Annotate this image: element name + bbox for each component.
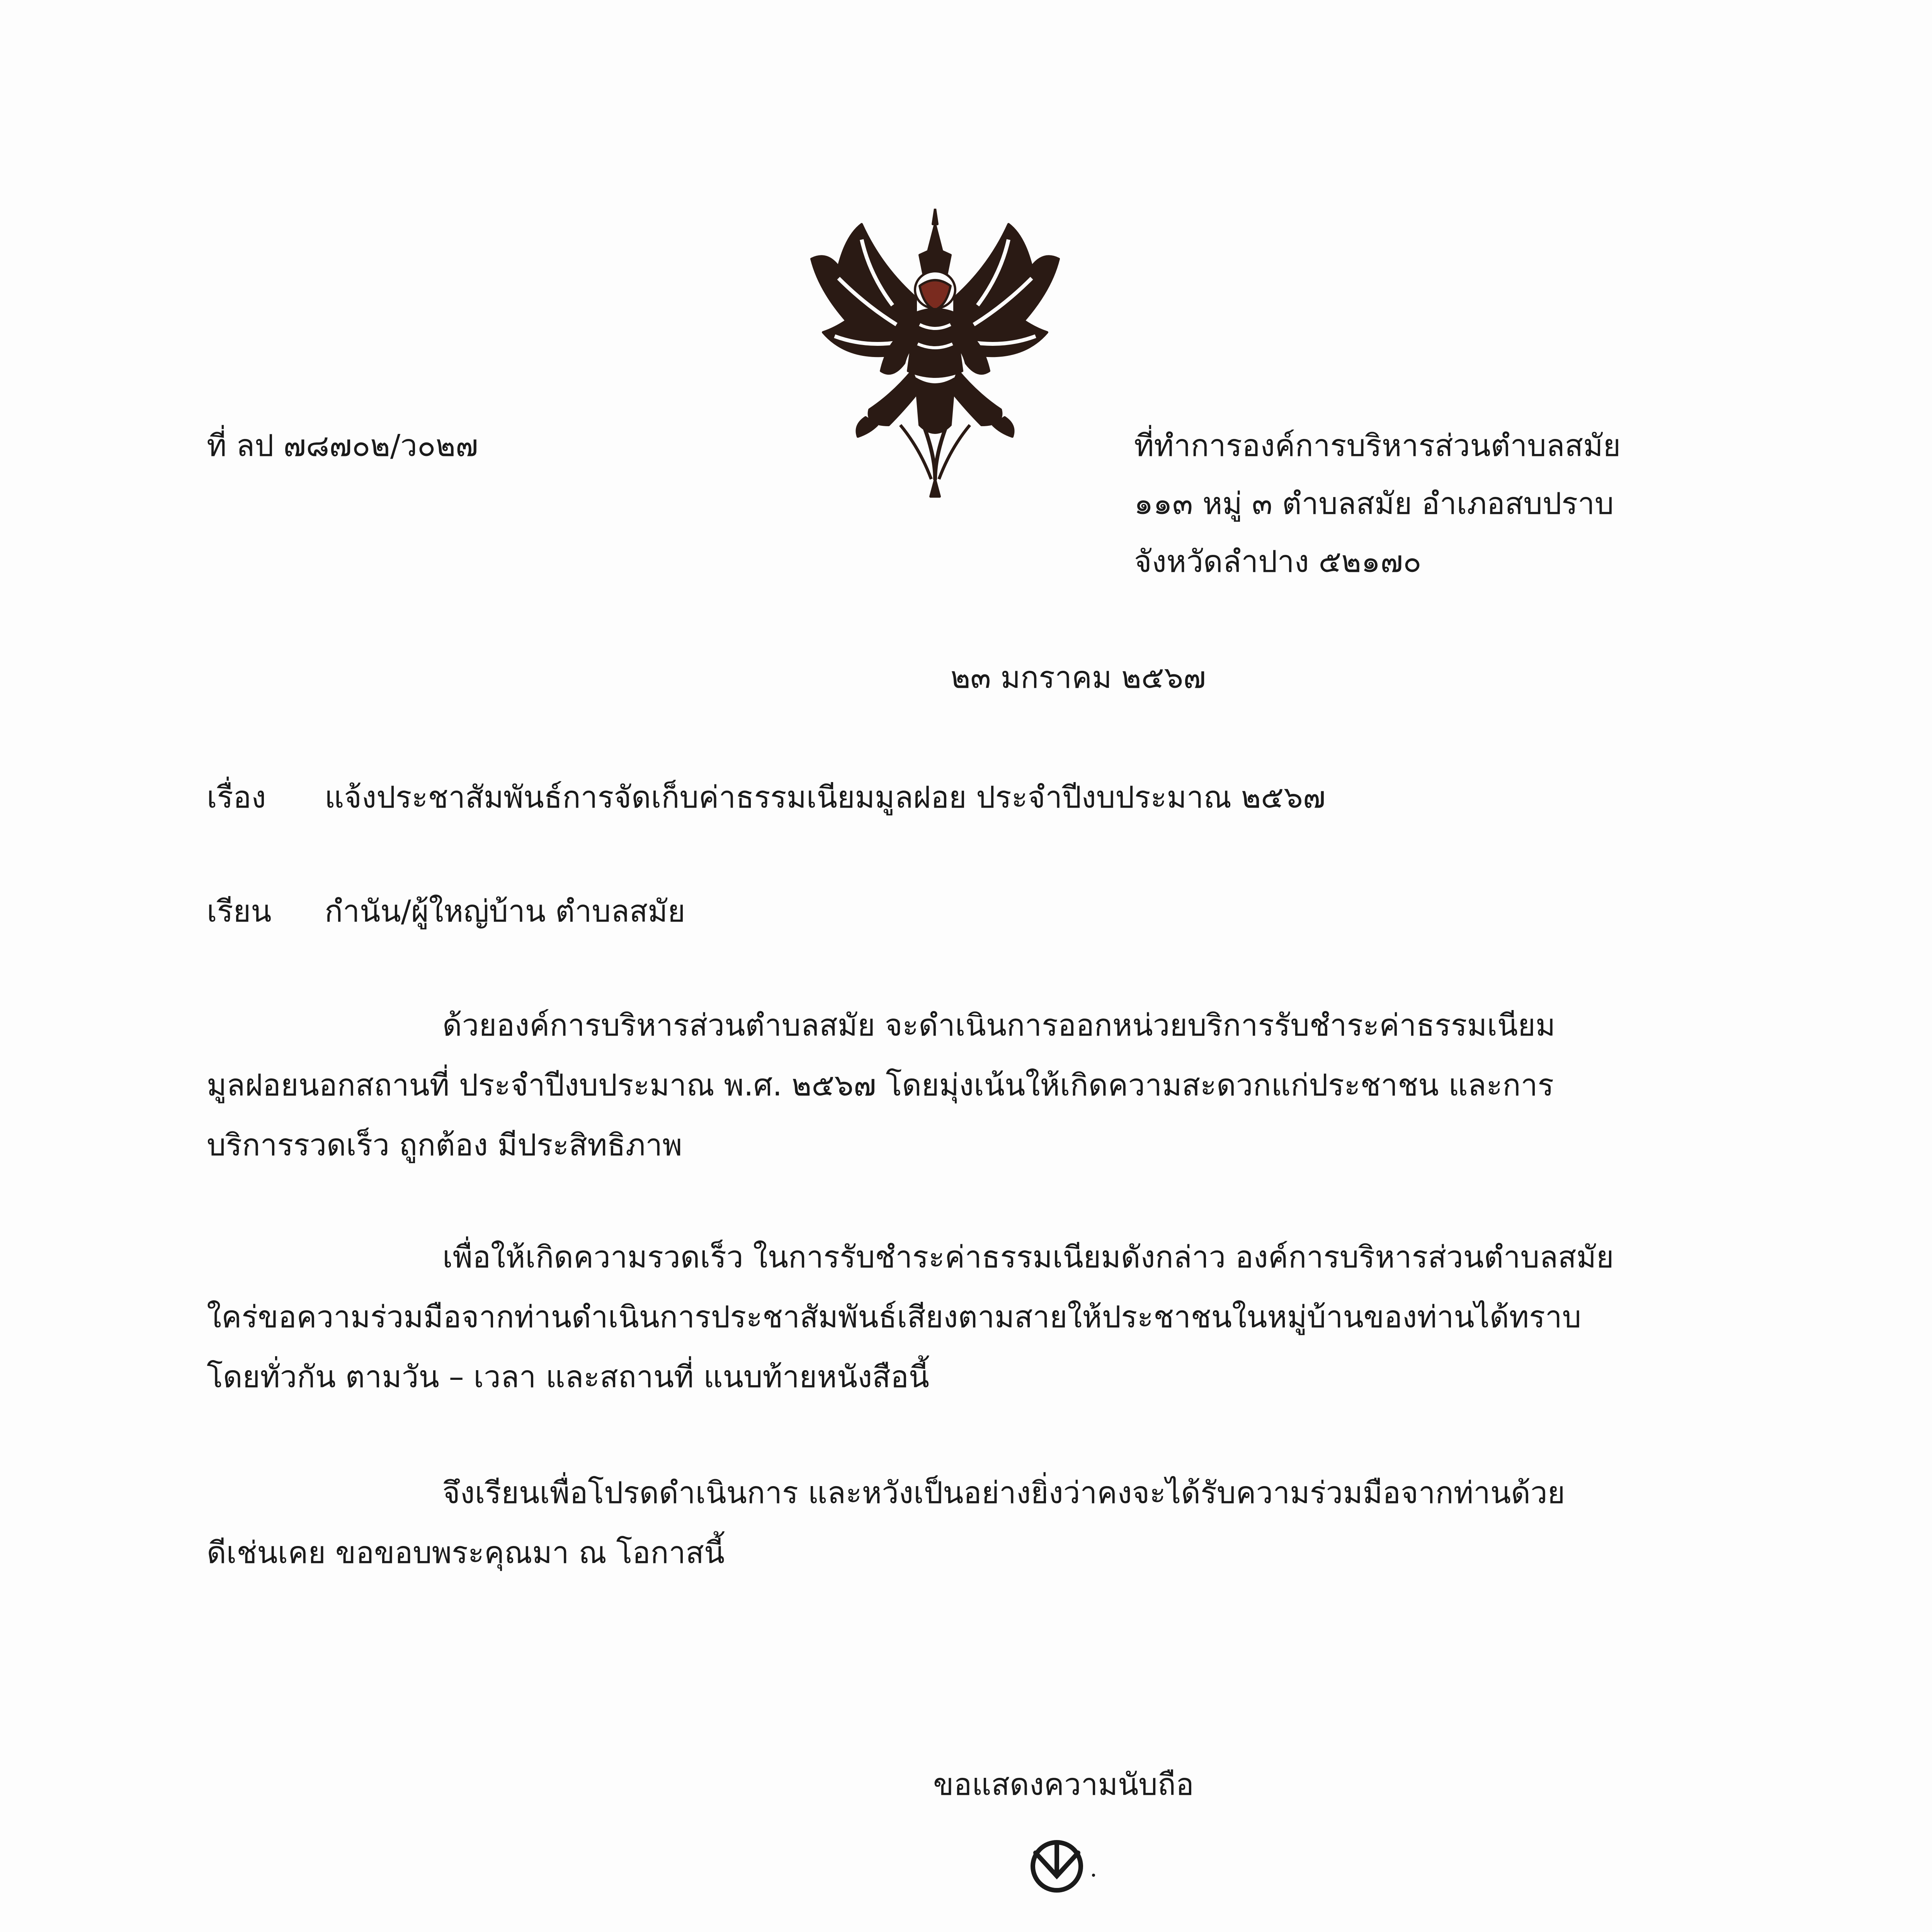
paragraph-1-line-1: ด้วยองค์การบริหารส่วนตำบลสมัย จะดำเนินการออกหน่วยบริการรับชำระค่าธรรมเนียม	[442, 1008, 1556, 1043]
paragraph-3-line-1: จึงเรียนเพื่อโปรดดำเนินการ และหวังเป็นอย่างยิ่งว่าคงจะได้รับความร่วมมือจากท่านด้วย	[442, 1476, 1565, 1510]
paragraph-1-line-2: มูลฝอยนอกสถานที่ ประจำปีงบประมาณ พ.ศ. ๒๕๖๗ โดยมุ่งเน้นให้เกิดความสะดวกแก่ประชาชน และการ	[207, 1068, 1554, 1103]
garuda-emblem-icon	[804, 209, 1066, 502]
signature-mark	[1020, 1830, 1097, 1899]
paragraph-1-line-3: บริการรวดเร็ว ถูกต้อง มีประสิทธิภาพ	[207, 1128, 682, 1163]
paragraph-3-line-2: ดีเช่นเคย ขอขอบพระคุณมา ณ โอกาสนี้	[207, 1536, 725, 1570]
subject-text: แจ้งประชาสัมพันธ์การจัดเก็บค่าธรรมเนียมมูลฝอย ประจำปีงบประมาณ ๒๕๖๗	[325, 780, 1326, 815]
reference-number: ที่ ลป ๗๘๗๐๒/ว๐๒๗	[207, 429, 478, 463]
closing-salutation: ขอแสดงความนับถือ	[933, 1767, 1194, 1802]
recipient-text: กำนัน/ผู้ใหญ่บ้าน ตำบลสมัย	[325, 894, 685, 929]
office-address: ๑๑๓ หมู่ ๓ ตำบลสมัย อำเภอสบปราบ	[1134, 486, 1614, 521]
office-name: ที่ทำการองค์การบริหารส่วนตำบลสมัย	[1134, 429, 1621, 463]
letter-date: ๒๓ มกราคม ๒๕๖๗	[951, 660, 1206, 695]
recipient-label: เรียน	[207, 894, 272, 929]
subject-label: เรื่อง	[207, 780, 266, 815]
paragraph-2-line-3: โดยทั่วกัน ตามวัน – เวลา และสถานที่ แนบท้ายหนังสือนี้	[207, 1360, 929, 1395]
paragraph-2-line-2: ใคร่ขอความร่วมมือจากท่านดำเนินการประชาสัมพันธ์เสียงตามสายให้ประชาชนในหมู่บ้านของท่านได้ทราบ	[207, 1300, 1582, 1335]
paragraph-2-line-1: เพื่อให้เกิดความรวดเร็ว ในการรับชำระค่าธรรมเนียมดังกล่าว องค์การบริหารส่วนตำบลสมัย	[442, 1240, 1614, 1275]
office-province: จังหวัดลำปาง ๕๒๑๗๐	[1134, 544, 1422, 579]
